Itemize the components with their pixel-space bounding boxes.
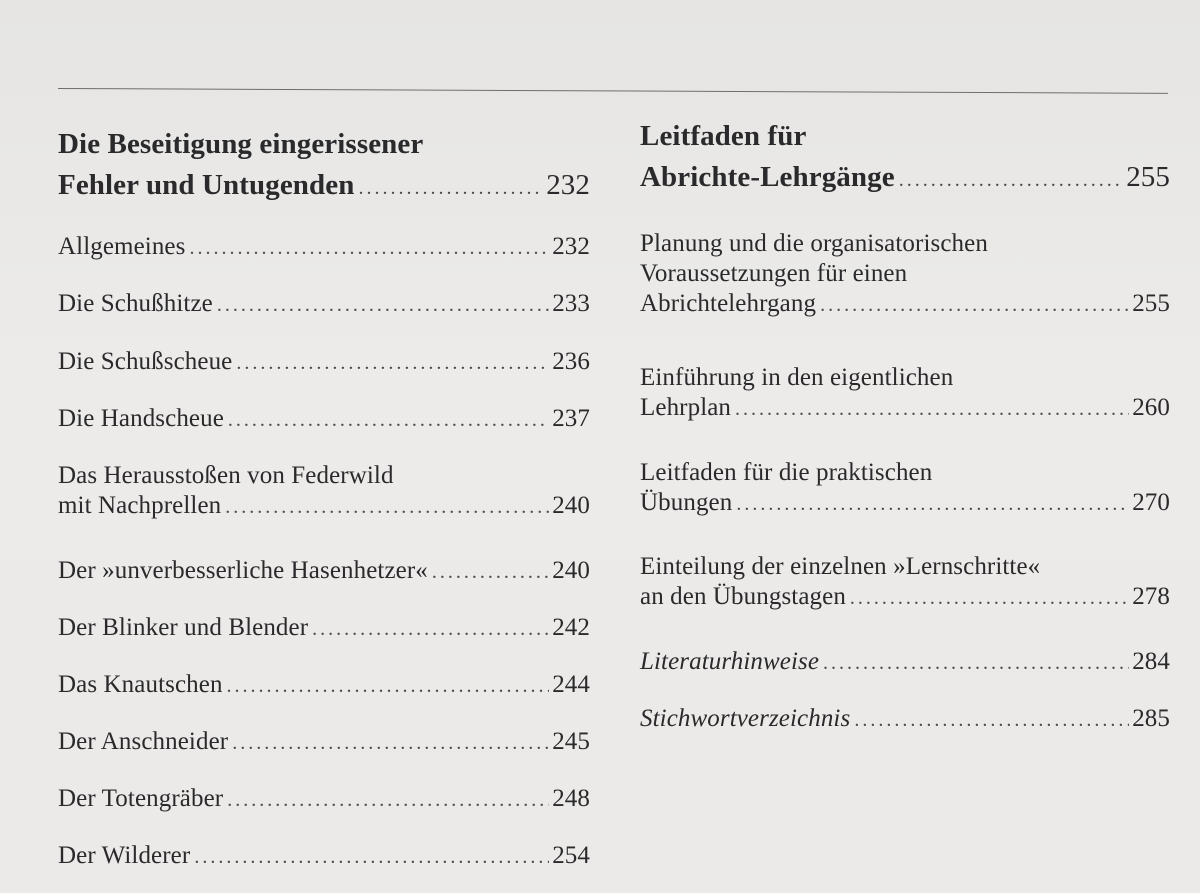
leader-dots [432, 557, 549, 587]
entry-title: Stichwortverzeichnis [640, 705, 851, 732]
page-number: 285 [1132, 705, 1170, 732]
leader-dots [358, 168, 543, 209]
leader-dots [854, 705, 1129, 735]
toc-entry [58, 232, 590, 263]
entry-title: Das Knautschen [58, 671, 223, 698]
leader-dots [228, 405, 549, 435]
entry-title: Der Blinker und Blender [58, 614, 309, 641]
entry-title: Der »unverbesserliche Hasenhetzer« [58, 557, 428, 584]
page-number: 248 [552, 785, 590, 812]
page-number: 244 [552, 671, 590, 698]
page-number: 260 [1132, 394, 1170, 421]
entry-title: Leitfaden für die praktischen [640, 459, 933, 486]
page-number: 232 [552, 233, 590, 260]
entry-title: Die Handscheue [58, 405, 224, 432]
toc-entry [58, 289, 590, 320]
entry-title: Allgemeines [58, 233, 186, 260]
heading-line: Abrichte-Lehrgänge [640, 161, 895, 193]
page-number: 242 [552, 614, 590, 641]
entry-title: Der Wilderer [58, 842, 191, 869]
toc-entry [58, 404, 590, 435]
page-number: 270 [1132, 489, 1170, 516]
toc-entry [640, 229, 1170, 320]
page-number: 236 [552, 348, 590, 375]
leader-dots [232, 728, 549, 758]
entry-title: an den Übungstagen [640, 583, 846, 610]
leader-dots [217, 290, 549, 320]
toc-entry [58, 613, 590, 644]
toc-entry [640, 458, 1170, 519]
entry-title: Literaturhinweise [640, 648, 820, 675]
entry-title: Voraussetzungen für einen [640, 260, 908, 287]
heading-line: Die Beseitigung eingerissener [58, 128, 424, 160]
leader-dots [227, 671, 550, 701]
page-number: 254 [552, 842, 590, 869]
heading-line: Fehler und Untugenden [58, 169, 355, 201]
toc-entry [640, 647, 1170, 678]
page-number: 232 [546, 169, 590, 201]
page-number: 284 [1132, 648, 1170, 675]
leader-dots [227, 785, 549, 815]
leader-dots [189, 233, 549, 263]
toc-entry [58, 670, 590, 701]
entry-title: Der Totengräber [58, 785, 224, 812]
entry-title: Die Schußhitze [58, 290, 213, 317]
page-number: 240 [552, 492, 590, 519]
page-number: 240 [552, 557, 590, 584]
page-number: 245 [552, 728, 590, 755]
toc-section-heading [640, 116, 1170, 201]
page-number: 278 [1132, 583, 1170, 610]
entry-title: mit Nachprellen [58, 492, 222, 519]
page-number: 237 [552, 405, 590, 432]
toc-section-heading [58, 124, 590, 209]
leader-dots [194, 842, 549, 872]
toc-entry [640, 704, 1170, 735]
toc-entry [58, 461, 590, 522]
entry-title: Einführung in den eigentlichen [640, 364, 954, 391]
entry-title: Das Herausstoßen von Federwild [58, 462, 394, 489]
leader-dots [820, 290, 1129, 320]
page-number: 255 [1132, 290, 1170, 317]
toc-entry [58, 347, 590, 378]
entry-title: Der Anschneider [58, 728, 229, 755]
leader-dots [225, 492, 549, 522]
entry-title: Die Schußscheue [58, 348, 233, 375]
leader-dots [823, 648, 1129, 678]
page-number: 255 [1126, 161, 1170, 193]
heading-line: Leitfaden für [640, 120, 807, 152]
toc-entry [58, 784, 590, 815]
entry-title: Einteilung der einzelnen »Lernschritte« [640, 553, 1041, 580]
toc-entry [58, 841, 590, 872]
toc-entry [58, 556, 590, 587]
leader-dots [899, 160, 1123, 201]
toc-entry [640, 552, 1170, 613]
leader-dots [312, 614, 549, 644]
toc-entry [58, 727, 590, 758]
entry-title: Übungen [640, 489, 733, 516]
entry-title: Planung und die organisatorischen [640, 230, 988, 257]
leader-dots [850, 583, 1129, 613]
leader-dots [736, 489, 1129, 519]
entry-title: Lehrplan [640, 394, 732, 421]
header-rule [58, 88, 1168, 94]
toc-entry [640, 363, 1170, 424]
leader-dots [236, 348, 549, 378]
page-number: 233 [552, 290, 590, 317]
leader-dots [735, 394, 1129, 424]
entry-title: Abrichtelehrgang [640, 290, 817, 317]
